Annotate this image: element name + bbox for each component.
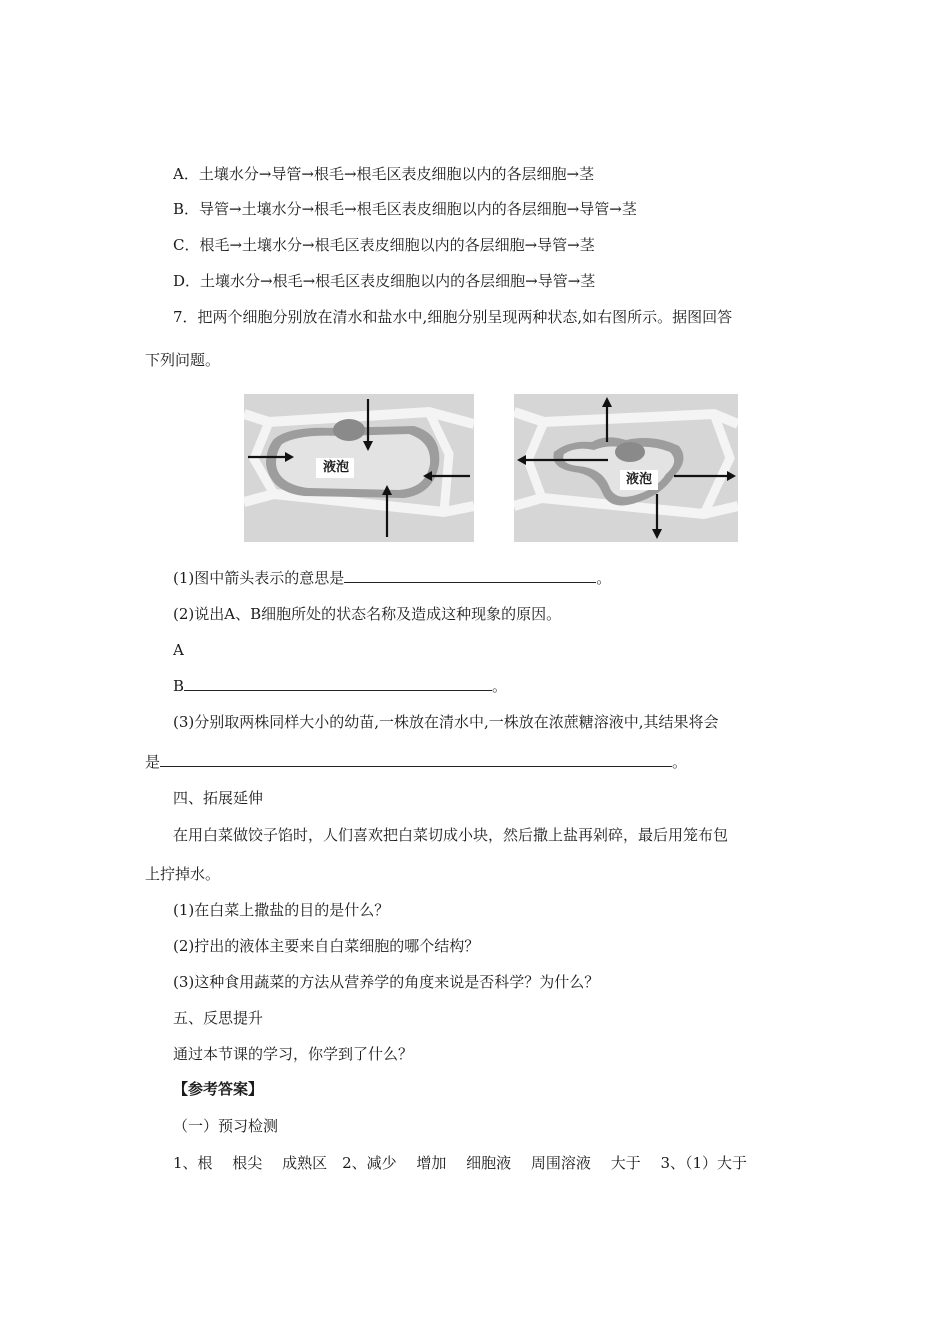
section5-heading: 五、反思提升	[173, 1009, 264, 1027]
option-b: B．导管→土壤水分→根毛→根毛区表皮细胞以内的各层细胞→导管→茎	[173, 200, 637, 218]
q7-stem-line1: 7．把两个细胞分别放在清水和盐水中,细胞分别呈现两种状态,如右图所示。据图回答	[173, 308, 733, 326]
q7-sub2-b	[173, 676, 507, 696]
q7-sub3-line2	[145, 752, 687, 772]
q7-sub2-b-suffix: 。	[492, 677, 508, 695]
q7-sub3-suffix: 。	[672, 753, 688, 771]
section4-para-line2: 上拧掉水。	[145, 865, 221, 883]
option-c: C．根毛→土壤水分→根毛区表皮细胞以内的各层细胞→导管→茎	[173, 236, 595, 254]
q7-sub1-blank[interactable]	[344, 568, 596, 583]
vacuole-label-a: 液泡	[322, 460, 349, 475]
q7-stem-line2: 下列问题。	[145, 351, 221, 369]
option-d: D．土壤水分→根毛→根毛区表皮细胞以内的各层细胞→导管→茎	[173, 272, 596, 290]
section5-question: 通过本节课的学习，你学到了什么？	[173, 1045, 414, 1063]
section4-para-line1: 在用白菜做饺子馅时，人们喜欢把白菜切成小块，然后撒上盐再剁碎，最后用笼布包	[173, 826, 729, 844]
answers-line1: 1、根 根尖 成熟区 2、减少 增加 细胞液 周围溶液 大于 3、（1）大于	[173, 1154, 748, 1172]
q7-sub1	[173, 568, 611, 588]
q7-sub2-b-blank[interactable]	[184, 676, 492, 691]
cell-figure-a	[244, 394, 474, 542]
answers-heading: 【参考答案】	[173, 1080, 264, 1098]
section4-q2: (2)拧出的液体主要来自白菜细胞的哪个结构？	[173, 937, 480, 955]
q7-sub2-b-label: B	[173, 677, 185, 695]
answers-subheading: （一）预习检测	[173, 1117, 279, 1135]
q7-sub3-line1: (3)分别取两株同样大小的幼苗,一株放在清水中,一株放在浓蔗糖溶液中,其结果将会	[173, 713, 719, 731]
q7-sub2: (2)说出A、B细胞所处的状态名称及造成这种现象的原因。	[173, 605, 562, 623]
q7-sub1-suffix: 。	[596, 569, 612, 587]
section4-q3: (3)这种食用蔬菜的方法从营养学的角度来说是否科学？为什么？	[173, 973, 600, 991]
q7-sub2-a: A	[173, 641, 184, 659]
section4-q1: (1)在白菜上撒盐的目的是什么？	[173, 901, 390, 919]
q7-sub3-prefix: 是	[145, 753, 161, 771]
option-a: A．土壤水分→导管→根毛→根毛区表皮细胞以内的各层细胞→茎	[173, 165, 595, 183]
section4-heading: 四、拓展延伸	[173, 789, 264, 807]
q7-sub3-blank[interactable]	[160, 752, 672, 767]
vacuole-label-b: 液泡	[625, 472, 652, 487]
q7-sub1-prefix: (1)图中箭头表示的意思是	[173, 569, 345, 587]
cell-figure-b	[514, 394, 738, 542]
